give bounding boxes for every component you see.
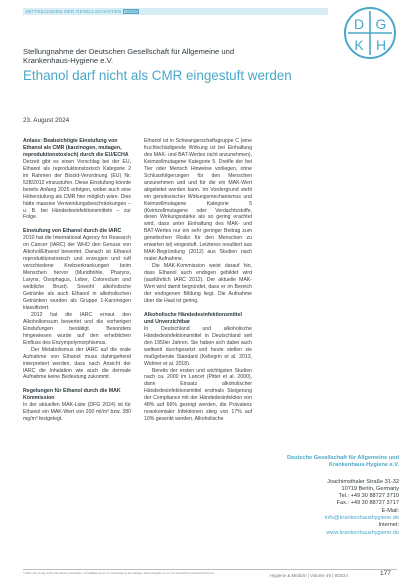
section-heading: Regelungen für Ethanol durch die MAK Kommission xyxy=(23,388,121,402)
paragraph: In Deutschland und alkoholische Händedesinfektionsmittel in Deutschland seit den 1950er Jahren. Sie haben sich dabei auch weltweit durchgesetzt und heute stellen sie maßgebende Standard (Kellegrin et al. 2013, Widmer et al. 2018). xyxy=(144,325,252,367)
fax-number: Fax.: +49 30 88727 3717 xyxy=(336,500,399,507)
address-city: 10719 Berlin, Germany xyxy=(341,485,399,492)
email-link[interactable]: info@krankenhaushygiene.de xyxy=(324,515,399,522)
page-number: 177 xyxy=(380,570,391,577)
section-heading: Alkoholische Händedesinfektionsmittel und Unverzichtbar xyxy=(144,311,243,325)
section-heading: Einstufung von Ethanol durch die IARC xyxy=(23,228,122,235)
paragraph: 2012 hat die IARC erneut den Alkoholkonsum bewertet und die vorherigen Einstufungen bestätigt. Besonders hingewiesen wurde auf den erheblichen Einfluss des Enzympolymorphismus. xyxy=(23,311,131,346)
dgkh-logo-icon xyxy=(343,6,397,60)
internet-label: Internet: xyxy=(378,522,399,529)
footer-divider xyxy=(23,569,397,570)
footer-copyright: © 2024 mhp Verlag GmbH. Alle Rechte vorbehalten. Vervielfältigung nur mit Genehmigung des Verlages. Diese Ausgabe ist nur zum persönlichen Gebrauch bestimmt. xyxy=(23,572,215,575)
paragraph: Bereits der ersten und wichtigsten Studien nach ca. 2000 im Lancet (Pittet et al. 2000), dann Einsatz alkoholischer Händedesinfektionsmittel erstmals Steigerung der Compliance mit der Händedesinfektion von 48% auf 66% gezeigt werden, die Prävalenz nosokomialer Infektionen stieg von 17% auf 10% gesenkt werden. Alkoholische xyxy=(144,367,252,423)
header-bar xyxy=(23,8,328,15)
paragraph: Der Metabolismus der IARC auf die orale Aufnahme von Ethanol muss dahingehend interpretiert werden, dass nach Ansicht der IARC die Inhalation wie auch die dermale Aufnahme keine Bedeutung zukommt. xyxy=(23,346,131,381)
article-date: 23. August 2024 xyxy=(23,117,70,124)
section-label: MITTEILUNGEN DER GESELLSCHAFTEN xyxy=(26,9,122,14)
paragraph: Ethanol ist in Schwangerschaftsgruppe C (eine fruchtschädigende Wirkung ist bei Einhaltung des MAK- und BAT-Wertes nicht anzunehmen), Keimzellmutagene Kategorie 5. Dreifle der bei Tier oder Mensch Hinweise vorliegen, ohne Schlussfolgerungen für den Menschen anzunehmen und und für die ein MAK-Wert abgeleitet werden kann. Im Vordergrund steht ein genotoxischer Wirkungsmechanismus und Keimzellmutagene Kategorie 5 (Keimzellmutagene oder Verdachtsstoffe, deren Wirkungsstärke als so gering erachtet wird, dass unter Einhaltung des MAK- und BAT-Wertes nur ein sehr geringer Beitrag zum genetischen Risiko für den Menschen zu erwarten ist) eingestuft. Letzteres resultiert aus MAK-Begründung (2012) aus Studien nach oraler Aufnahme. xyxy=(144,138,252,263)
address-street: Joachimsthaler Straße 31-32 xyxy=(327,478,399,485)
contact-sidebar xyxy=(279,455,399,537)
logo-letter-k: K xyxy=(354,37,364,53)
phone-number: Tel.: +49 30 88727 3710 xyxy=(338,493,399,500)
statement-heading: Stellungnahme der Deutschen Gesellschaft für Allgemeine und Krankenhaus-Hygiene e.V. xyxy=(23,47,235,65)
section-heading: Anlass: Beabsichtigte Einstufung von Ethanol als CMR (karzinogen, mutagen, reproduktionstoxisch) durch die EU/ECHA xyxy=(23,138,129,158)
article-title: Ethanol darf nicht als CMR eingestuft werden xyxy=(23,68,292,83)
logo-letter-h: H xyxy=(375,37,387,53)
paragraph: In der aktuellen MAK-Liste (DFG 2024) ist für Ethanol ein MAK-Wert von 200 ml/m³ bzw. 380 mg/m³ festgelegt. xyxy=(23,402,131,423)
email-label: E-Mail: xyxy=(381,507,399,514)
logo-letter-g: G xyxy=(375,16,387,32)
text-column-left xyxy=(23,138,131,423)
header-section-label xyxy=(26,8,139,15)
text-column-right xyxy=(144,138,252,423)
paragraph: Die MAK-Kommission weist darauf hin, dass Ethanol auch endogen gebildet wird (ausführlich IARC 2012). Der aktuelle MAK-Wert wird damit begründet, dass er im Bereich der endogenen Bildung liegt. Die Aufnahme über die Haut ist gering. xyxy=(144,263,252,304)
footer-journal: Hygiene & Medizin | Volume 49 | 9/2024 xyxy=(270,573,348,578)
logo-letter-d: D xyxy=(353,16,365,32)
organization-name: Deutsche Gesellschaft für Allgemeine und Krankenhaus-Hygiene e.V. xyxy=(286,455,399,469)
paragraph: 2010 hat die International Agency for Research on Cancer (IARC) der WHO den Genuss von Alkohol/Ethanol bewertet. Danach ist Ethanol reproduktionstoxisch und erzeugen und ruft verschiedene Krebserkrankungen beim Menschen hervor (Mundhöhle, Pharynx, Larynx, Ösophagus, Leber, Colorectum und weibliche Brust). Sowohl alkoholische Getränke als auch Ethanol in alkoholischen Getränken wurden als Gruppe 1-Karzinogen klassifiziert. xyxy=(23,235,131,311)
website-link[interactable]: www.krankenhaushygiene.de xyxy=(326,529,399,536)
section-tag: DGKH xyxy=(123,9,138,14)
paragraph: Derzeit gibt es einen Vorschlag bei der EU, Ethanol als reproduktionstoxisch Kategorie 2 im Rahmen der Biozid-Verordnung (EU) Nr. 528/2012 einzustufen. Diese Einstufung könnte bereits Anfang 2025 erfolgen, wobei auch eine Höherstufung als CMR hier möglich wäre. Dies hätte massive Verwendungsbeschränkungen – u. B. bei Händedesinfektionsmitteln – zur Folge. xyxy=(23,158,131,221)
